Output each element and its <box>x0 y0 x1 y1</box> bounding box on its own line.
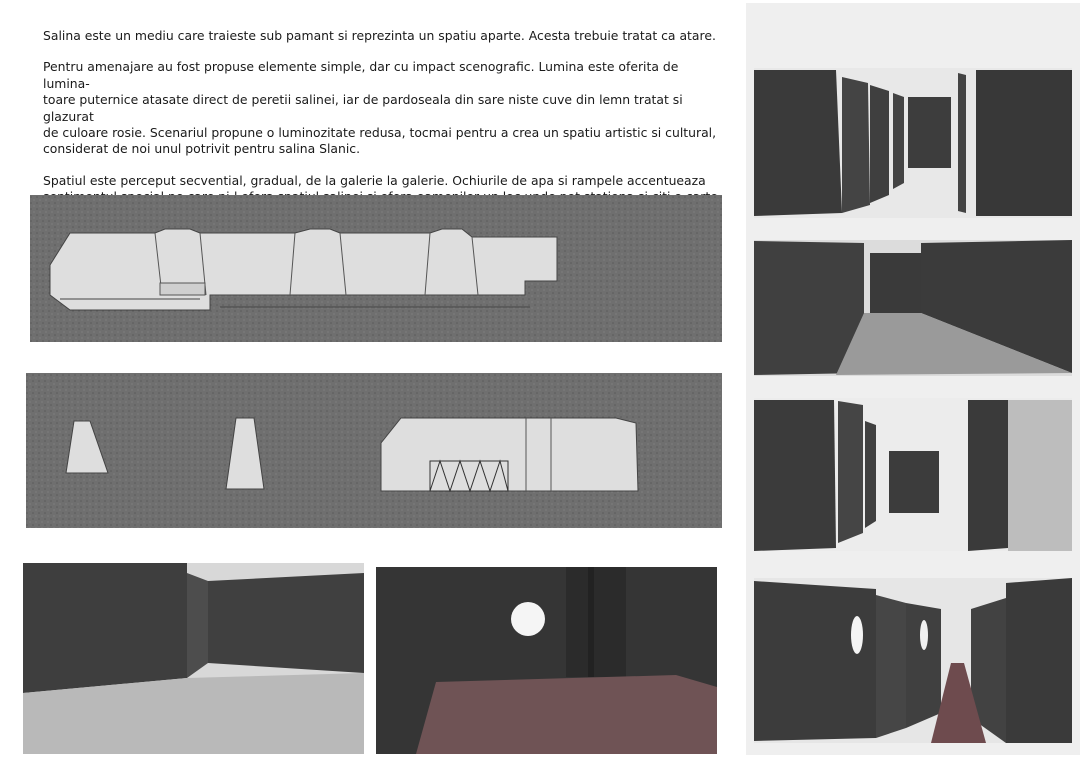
render-gallery-ramp <box>23 563 364 754</box>
perspective-column <box>746 3 1080 755</box>
render-corridor-1 <box>754 68 1072 218</box>
render-corridor-4 <box>754 578 1072 743</box>
render-corridor-3 <box>754 398 1072 551</box>
main-gallery <box>381 418 638 491</box>
description-text <box>43 28 723 221</box>
light-orb <box>511 602 545 636</box>
longitudinal-section <box>30 195 722 342</box>
cross-section <box>26 373 722 528</box>
paragraph-sequence: Spatiul este perceput secvential, gradual, de la galerie la galerie. Ochiurile de apa si rampele accentueaza <box>43 172 706 188</box>
red-floor <box>416 675 717 754</box>
paragraph-design: Pentru amenajare au fost propuse elemente simple, dar cu impact scenografic. Lumina este oferita de lumina- toare puternice atasate direct de peretii salinei, iar de pardoseala din sare niste cuve din lemn tratat si glazurat de culoare rosie. Scenariul propune o luminozitate redusa, tocmai pentru a crea un spatiu artistic si cultural, considerat de noi unul potrivit pentru salina Slanic. <box>43 59 717 157</box>
render-light-sphere <box>376 567 717 754</box>
render-corridor-2 <box>754 240 1072 376</box>
paragraph-intro: Salina este un mediu care traieste sub pamant si reprezinta un spatiu aparte. Acesta trebuie tratat ca atare. <box>43 28 716 43</box>
